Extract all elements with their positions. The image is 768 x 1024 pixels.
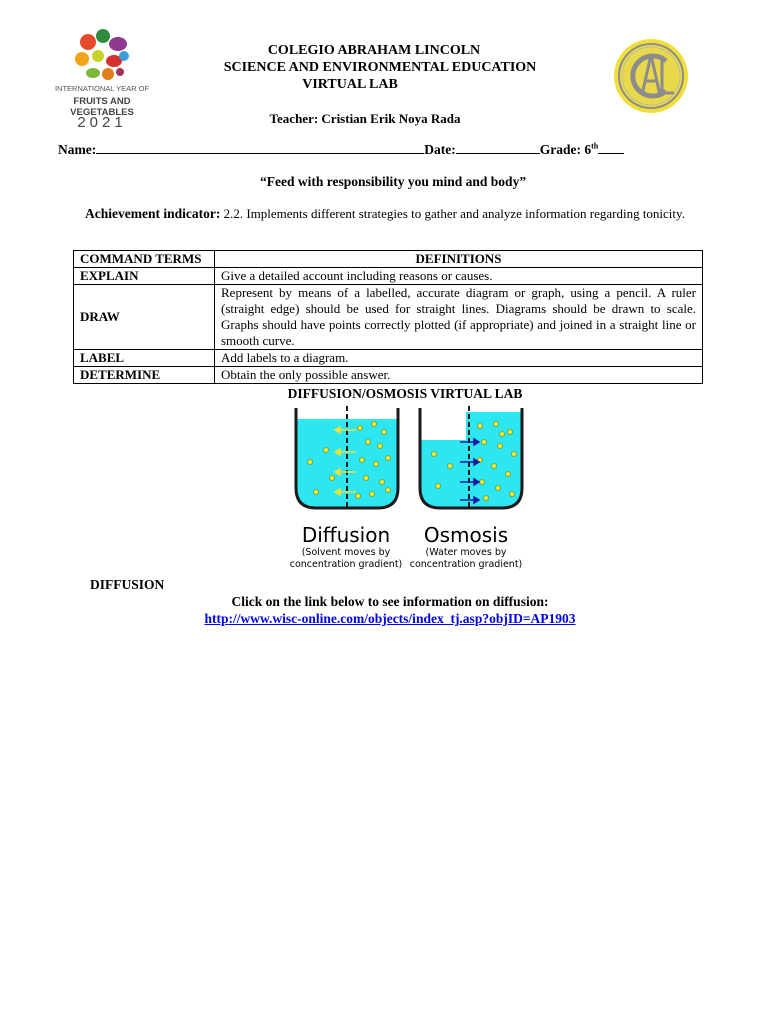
figure-title: DIFFUSION/OSMOSIS VIRTUAL LAB [287, 386, 523, 401]
diffusion-sub1: (Solvent moves by [301, 547, 391, 558]
diffusion-link[interactable]: http://www.wisc-online.com/objects/index_tj.asp?objID=AP1903 [204, 611, 576, 626]
achievement-label: Achievement indicator: [85, 206, 221, 221]
diffusion-instruction: Click on the link below to see information on diffusion: [231, 594, 549, 609]
osmosis-label: Osmosis [423, 523, 509, 547]
logo-line2: FRUITS AND VEGETABLES [70, 96, 134, 118]
command-terms-table [73, 250, 703, 384]
grade-field[interactable] [598, 141, 624, 154]
name-label: Name: [58, 142, 97, 157]
table-row [74, 285, 703, 350]
definition-cell: Represent by means of a labelled, accurate diagram or graph, using a pencil. A ruler (straight edge) should be used for straight lines. Diagrams should be drawn to scale. Graphs should have points correctly plotted (if appropriate) and joined in a straight line or smooth curve. [215, 285, 703, 350]
achievement-text: 2.2. Implements different strategies to gather and analyze information regarding tonicity. [223, 206, 685, 221]
definition-cell: Add labels to a diagram. [215, 350, 703, 367]
motto-quote: “Feed with responsibility you mind and body” [260, 174, 527, 189]
term-cell: EXPLAIN [74, 268, 215, 285]
date-label: Date: [424, 142, 456, 157]
diffusion-label: Diffusion [301, 523, 391, 547]
osmosis-sub2: concentration gradient) [409, 559, 523, 570]
year-of-fruits-logo [48, 26, 156, 138]
diffusion-beaker [296, 406, 398, 508]
table-row [74, 367, 703, 384]
school-name: COLEGIO ABRAHAM LINCOLN [267, 43, 481, 58]
term-cell: DETERMINE [74, 367, 215, 384]
diffusion-caption [282, 523, 410, 571]
lab-name: VIRTUAL LAB [302, 77, 398, 92]
term-cell: DRAW [74, 285, 215, 350]
achievement-indicator [85, 206, 745, 222]
department-name: SCIENCE AND ENVIRONMENTAL EDUCATION [223, 60, 537, 75]
definition-cell: Give a detailed account including reasons or causes. [215, 268, 703, 285]
grade-label: Grade: 6 [539, 142, 592, 157]
school-seal-logo [612, 37, 690, 115]
grade-superscript: th [591, 141, 599, 151]
table-row [74, 350, 703, 367]
column-header-terms: COMMAND TERMS [74, 251, 215, 268]
definition-cell: Obtain the only possible answer. [215, 367, 703, 384]
table-row [74, 268, 703, 285]
term-cell: LABEL [74, 350, 215, 367]
logo-year: 2021 [77, 114, 127, 131]
diffusion-link-wrapper [160, 610, 620, 628]
osmosis-caption [402, 523, 530, 571]
table-header-row [74, 251, 703, 268]
date-field[interactable] [456, 141, 540, 154]
diffusion-osmosis-diagram [288, 402, 528, 514]
diffusion-heading: DIFFUSION [90, 577, 165, 592]
teacher-name: Teacher: Cristian Erik Noya Rada [269, 111, 461, 126]
osmosis-sub1: (Water moves by [425, 547, 507, 558]
name-field[interactable] [96, 141, 424, 154]
fruits-vegetables-icon [48, 26, 156, 84]
diffusion-sub2: concentration gradient) [289, 559, 403, 570]
seal-icon [612, 37, 690, 115]
student-info-line [58, 141, 738, 158]
column-header-definitions: DEFINITIONS [215, 251, 703, 268]
osmosis-beaker [420, 406, 522, 508]
logo-line1: INTERNATIONAL YEAR OF [54, 84, 150, 93]
